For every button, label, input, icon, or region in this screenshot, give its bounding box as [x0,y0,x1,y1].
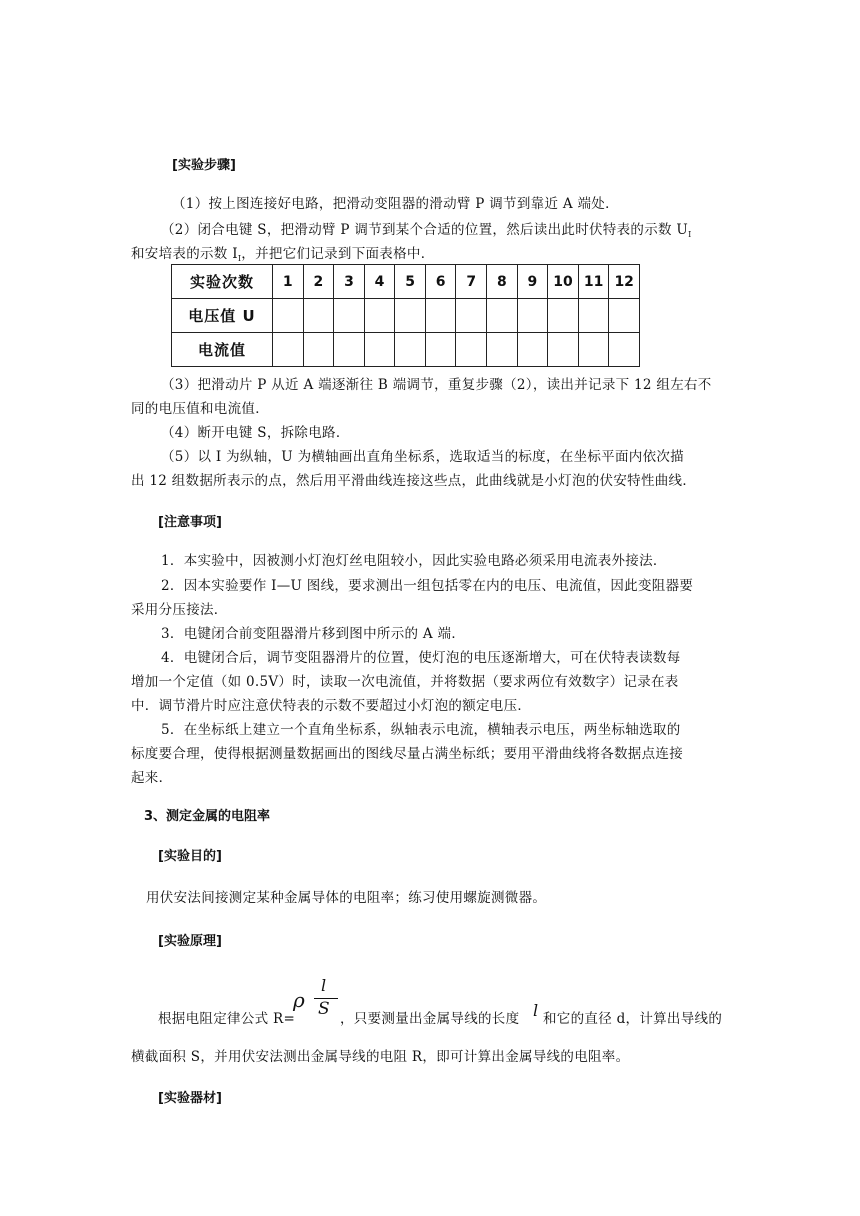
table-row-current [172,333,640,367]
table-cell [303,333,334,367]
step-5-line-2: 出 12 组数据所表示的点，然后用平滑曲线连接这些点，此曲线就是小灯泡的伏安特性曲线． [131,473,697,489]
table-cell [609,299,640,333]
table-cell [334,299,365,333]
table-row-voltage [172,299,640,333]
note-4-line-2: 增加一个定值（如 0.5V）时，读取一次电流值，并将数据（要求两位有效数字）记录在表 [131,674,679,690]
step-1: （1）按上图连接好电路，把滑动变阻器的滑动臂 P 调节到靠近 A 端处． [172,196,619,212]
note-2-line-2: 采用分压接法． [131,602,228,618]
table-cell [456,299,487,333]
formula-rho: ρ [293,988,305,1012]
table-cell [395,333,426,367]
table-header-row [172,265,640,299]
principle-text-c: 和它的直径 d，计算出导线的 [543,1011,723,1027]
purpose-text: 用伏安法间接测定某种金属导体的电阻率；练习使用螺旋测微器。 [146,890,547,906]
table-cell [578,299,609,333]
table-cell [578,333,609,367]
table-cell [334,333,365,367]
formula-denominator: S [318,999,330,1019]
table-col: 12 [609,265,640,299]
note-5-line-1: 5．在坐标纸上建立一个直角坐标系，纵轴表示电流，横轴表示电压，两坐标轴选取的 [161,722,681,738]
step-2-line-1: （2）闭合电键 S，把滑动臂 P 调节到某个合适的位置，然后读出此时伏特表的示数 $U_I$ [161,222,692,239]
table-col: 6 [425,265,456,299]
table-cell [517,333,548,367]
table-cell [548,333,579,367]
table-cell [548,299,579,333]
row-label-current: 电流值 [172,333,273,367]
table-cell [609,333,640,367]
step-3-line-1: （3）把滑动片 P 从近 A 端逐渐往 B 端调节，重复步骤（2），读出并记录下 12 组左右不 [161,377,712,393]
note-4-line-3: 中．调节滑片时应注意伏特表的示数不要超过小灯泡的额定电压． [131,698,532,714]
step-4: （4）断开电键 S，拆除电路． [161,425,350,441]
table-cell [517,299,548,333]
note-5-line-3: 起来． [131,770,173,786]
data-table [171,264,640,367]
table-cell [425,299,456,333]
principle-text-d: 横截面积 S，并用伏安法测出金属导线的电阻 R，即可计算出金属导线的电阻率。 [131,1049,630,1065]
table-cell [487,299,518,333]
note-2-line-1: 2．因本实验要作 I—U 图线，要求测出一组包括零在内的电压、电流值，因此变阻器要 [161,578,694,594]
principle-heading: [实验原理] [158,934,222,949]
table-col: 7 [456,265,487,299]
table-col: 1 [273,265,304,299]
table-col: 5 [395,265,426,299]
table-col: 9 [517,265,548,299]
notes-heading: [注意事项] [158,515,222,530]
note-3: 3．电键闭合前变阻器滑片移到图中所示的 A 端． [161,626,466,642]
step-3-line-2: 同的电压值和电流值． [131,401,269,417]
table-col: 2 [303,265,334,299]
section-3-title: 3、测定金属的电阻率 [144,809,271,824]
step-2-line-2: 和安培表的示数 $I_I$，并把它们记录到下面表格中． [131,246,435,263]
table-col: 4 [364,265,395,299]
equipment-heading: [实验器材] [158,1091,222,1106]
table-cell [487,333,518,367]
table-cell [425,333,456,367]
steps-heading: [实验步骤] [172,158,236,173]
principle-text-b: ，只要测量出金属导线的长度 [340,1011,520,1027]
principle-text-a: 根据电阻定律公式 R= [158,1011,296,1027]
note-4-line-1: 4．电键闭合后，调节变阻器滑片的位置，使灯泡的电压逐渐增大，可在伏特表读数每 [161,650,681,666]
table-cell [364,299,395,333]
table-col: 10 [548,265,579,299]
table-header-label: 实验次数 [172,265,273,299]
purpose-heading: [实验目的] [158,849,222,864]
note-5-line-2: 标度要合理，使得根据测量数据画出的图线尽量占满坐标纸；要用平滑曲线将各数据点连接 [131,746,683,762]
table-cell [395,299,426,333]
note-1: 1．本实验中，因被测小灯泡灯丝电阻较小，因此实验电路必须采用电流表外接法． [161,553,667,569]
table-cell [364,333,395,367]
step-5-line-1: （5）以 I 为纵轴，U 为横轴画出直角坐标系，选取适当的标度，在坐标平面内依次描 [161,449,684,465]
table-cell [303,299,334,333]
row-label-voltage: 电压值 U [172,299,273,333]
table-col: 8 [487,265,518,299]
table-col: 11 [578,265,609,299]
formula-numerator: l [321,976,327,995]
length-symbol: l [533,1001,539,1020]
table-cell [456,333,487,367]
table-cell [273,299,304,333]
table-cell [273,333,304,367]
table-col: 3 [334,265,365,299]
